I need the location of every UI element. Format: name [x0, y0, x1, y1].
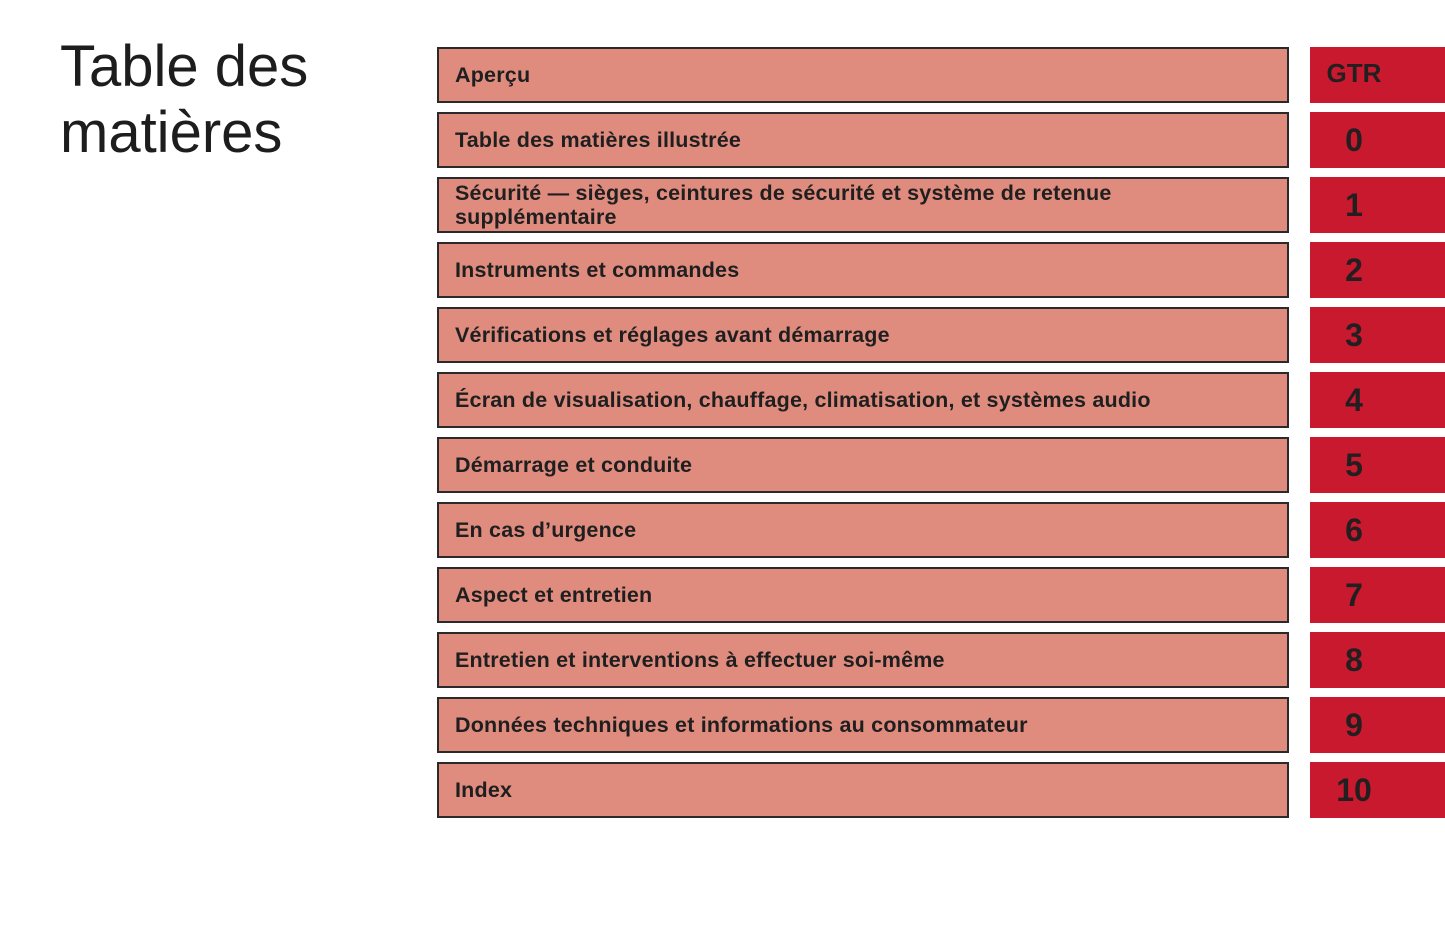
toc-entry-index[interactable] [437, 762, 1289, 818]
toc-entry-label: Aspect et entretien [455, 583, 653, 607]
toc-entry-illustrated-contents[interactable] [437, 112, 1289, 168]
toc-row-instruments [437, 242, 1445, 298]
page-title-line-1: Table des [60, 34, 309, 99]
toc-tab-label: 3 [1345, 316, 1363, 353]
toc-tab-2[interactable] [1310, 242, 1445, 298]
toc-row-display-audio [437, 372, 1445, 428]
toc-entry-pre-driving-checks[interactable] [437, 307, 1289, 363]
toc-row-safety [437, 177, 1445, 233]
toc-tab-6[interactable] [1310, 502, 1445, 558]
toc-tab-9[interactable] [1310, 697, 1445, 753]
toc-tab-5[interactable] [1310, 437, 1445, 493]
toc-row-appearance-care [437, 567, 1445, 623]
toc-tab-label: 2 [1345, 251, 1363, 288]
toc-row-overview [437, 47, 1445, 103]
page-title [60, 34, 400, 166]
toc-tab-label: 5 [1345, 446, 1363, 483]
toc-entry-label: Aperçu [455, 63, 531, 87]
toc-tab-label: 9 [1345, 706, 1363, 743]
page-title-line-2: matières [60, 100, 283, 165]
toc-entry-appearance-care[interactable] [437, 567, 1289, 623]
toc-row-maintenance-diy [437, 632, 1445, 688]
toc-entry-emergency[interactable] [437, 502, 1289, 558]
toc-entry-label: Sécurité — sièges, ceintures de sécurité et système de retenue supplémentaire [455, 181, 1112, 229]
toc-row-technical-data [437, 697, 1445, 753]
toc-row-index [437, 762, 1445, 818]
toc-tab-label: 6 [1345, 511, 1363, 548]
toc-tab-8[interactable] [1310, 632, 1445, 688]
toc-entry-overview[interactable] [437, 47, 1289, 103]
toc-tab-label: 8 [1345, 641, 1363, 678]
toc-tab-overview[interactable] [1310, 47, 1445, 103]
toc-entry-label: Table des matières illustrée [455, 128, 742, 152]
toc-tab-label: 0 [1345, 121, 1363, 158]
toc-row-illustrated-contents [437, 112, 1445, 168]
toc-entry-label: Données techniques et informations au consommateur [455, 713, 1028, 737]
toc-tab-10[interactable] [1310, 762, 1445, 818]
toc-entry-label: En cas d’urgence [455, 518, 637, 542]
toc-tab-label: 7 [1345, 576, 1363, 613]
toc-tab-0[interactable] [1310, 112, 1445, 168]
toc-entry-technical-data[interactable] [437, 697, 1289, 753]
toc-entry-starting-driving[interactable] [437, 437, 1289, 493]
toc-entry-instruments[interactable] [437, 242, 1289, 298]
toc-entry-label: Écran de visualisation, chauffage, climatisation, et systèmes audio [455, 388, 1151, 412]
toc-tab-label: GTR [1326, 57, 1382, 88]
toc-row-pre-driving-checks [437, 307, 1445, 363]
toc-row-starting-driving [437, 437, 1445, 493]
toc-tab-3[interactable] [1310, 307, 1445, 363]
toc-entry-label: Vérifications et réglages avant démarrage [455, 323, 890, 347]
toc-entry-safety[interactable] [437, 177, 1289, 233]
toc-entry-display-audio[interactable] [437, 372, 1289, 428]
toc-tab-4[interactable] [1310, 372, 1445, 428]
toc-tab-1[interactable] [1310, 177, 1445, 233]
toc-entry-label: Index [455, 778, 513, 802]
toc-entry-maintenance-diy[interactable] [437, 632, 1289, 688]
toc-tab-7[interactable] [1310, 567, 1445, 623]
toc-row-emergency [437, 502, 1445, 558]
toc-tab-label: 10 [1336, 771, 1372, 808]
toc-entry-label: Entretien et interventions à effectuer soi-même [455, 648, 945, 672]
toc-tab-label: 4 [1345, 381, 1363, 418]
toc-entry-label: Démarrage et conduite [455, 453, 693, 477]
toc-tab-label: 1 [1345, 186, 1363, 223]
toc-entry-label: Instruments et commandes [455, 258, 740, 282]
